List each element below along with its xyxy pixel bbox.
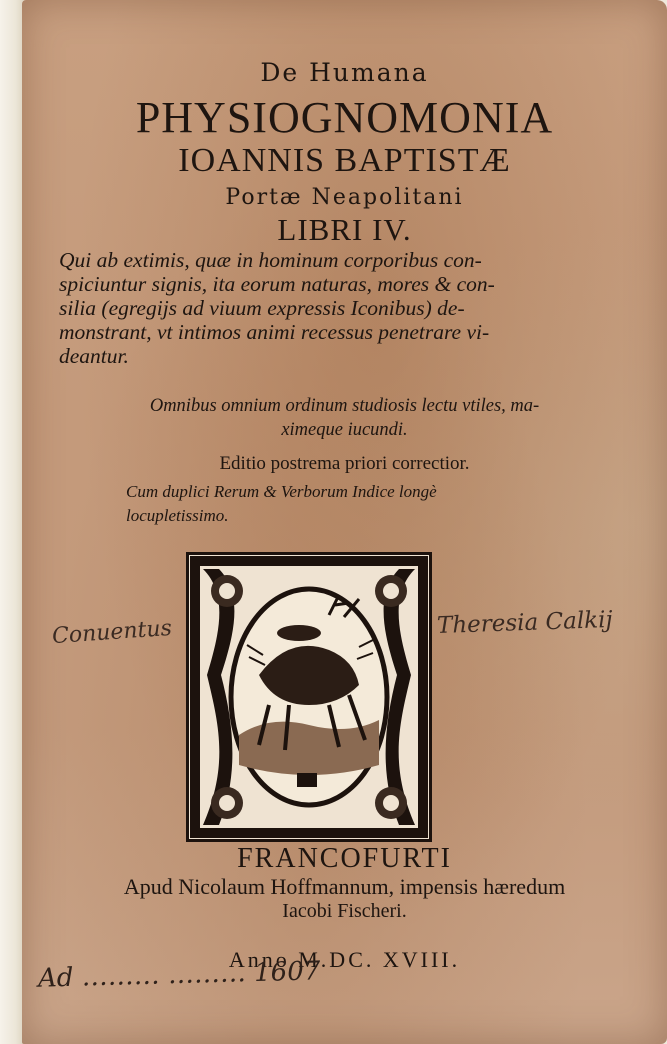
description-line: silia (egregijs ad viuum expressis Iconibus) de-: [59, 296, 465, 320]
index-line: Cum duplici Rerum & Verborum Indice longè: [126, 482, 437, 501]
dedication: [22, 394, 667, 442]
title-line-2: PHYSIOGNOMONIA: [135, 93, 554, 142]
woodcut-image: [189, 555, 429, 839]
imprint-year: Anno M.DC. XVIII.: [228, 947, 461, 972]
title-page: [22, 0, 667, 1044]
description-line: spiciuntur signis, ita eorum naturas, mores & con-: [59, 272, 495, 296]
description-paragraph: [59, 248, 634, 368]
description-line: Qui ab extimis, quæ in hominum corporibus con-: [59, 248, 482, 272]
author-name: IOANNIS BAPTISTÆ: [178, 142, 511, 179]
author-origin: Portæ Neapolitani: [225, 185, 464, 210]
book-count: LIBRI IV.: [277, 212, 412, 247]
index-line: locupletissimo.: [126, 506, 229, 525]
left-signature: Conuentus: [51, 615, 173, 650]
title-line-1: De Humana: [260, 58, 429, 87]
description-line: monstrant, vt intimos animi recessus penetrare vi-: [59, 320, 490, 344]
edition-note: Editio postrema priori correctior.: [219, 453, 470, 474]
dedication-line: Omnibus omnium ordinum studiosis lectu vtiles, ma-: [149, 396, 540, 416]
description-line: deantur.: [59, 344, 129, 368]
imprint-publisher-continued: Iacobi Fischeri.: [282, 900, 407, 922]
bottom-inscription: Ad ……… ……… 1607: [37, 956, 321, 994]
index-note: [126, 480, 437, 528]
right-signature: Theresia Calkij: [436, 606, 614, 640]
dedication-line: ximeque iucundi.: [281, 420, 408, 440]
imprint-city: FRANCOFURTI: [237, 843, 452, 874]
imprint-publisher: Apud Nicolaum Hoffmannum, impensis hæredum: [123, 874, 566, 899]
woodcut-printers-device: [186, 552, 432, 842]
